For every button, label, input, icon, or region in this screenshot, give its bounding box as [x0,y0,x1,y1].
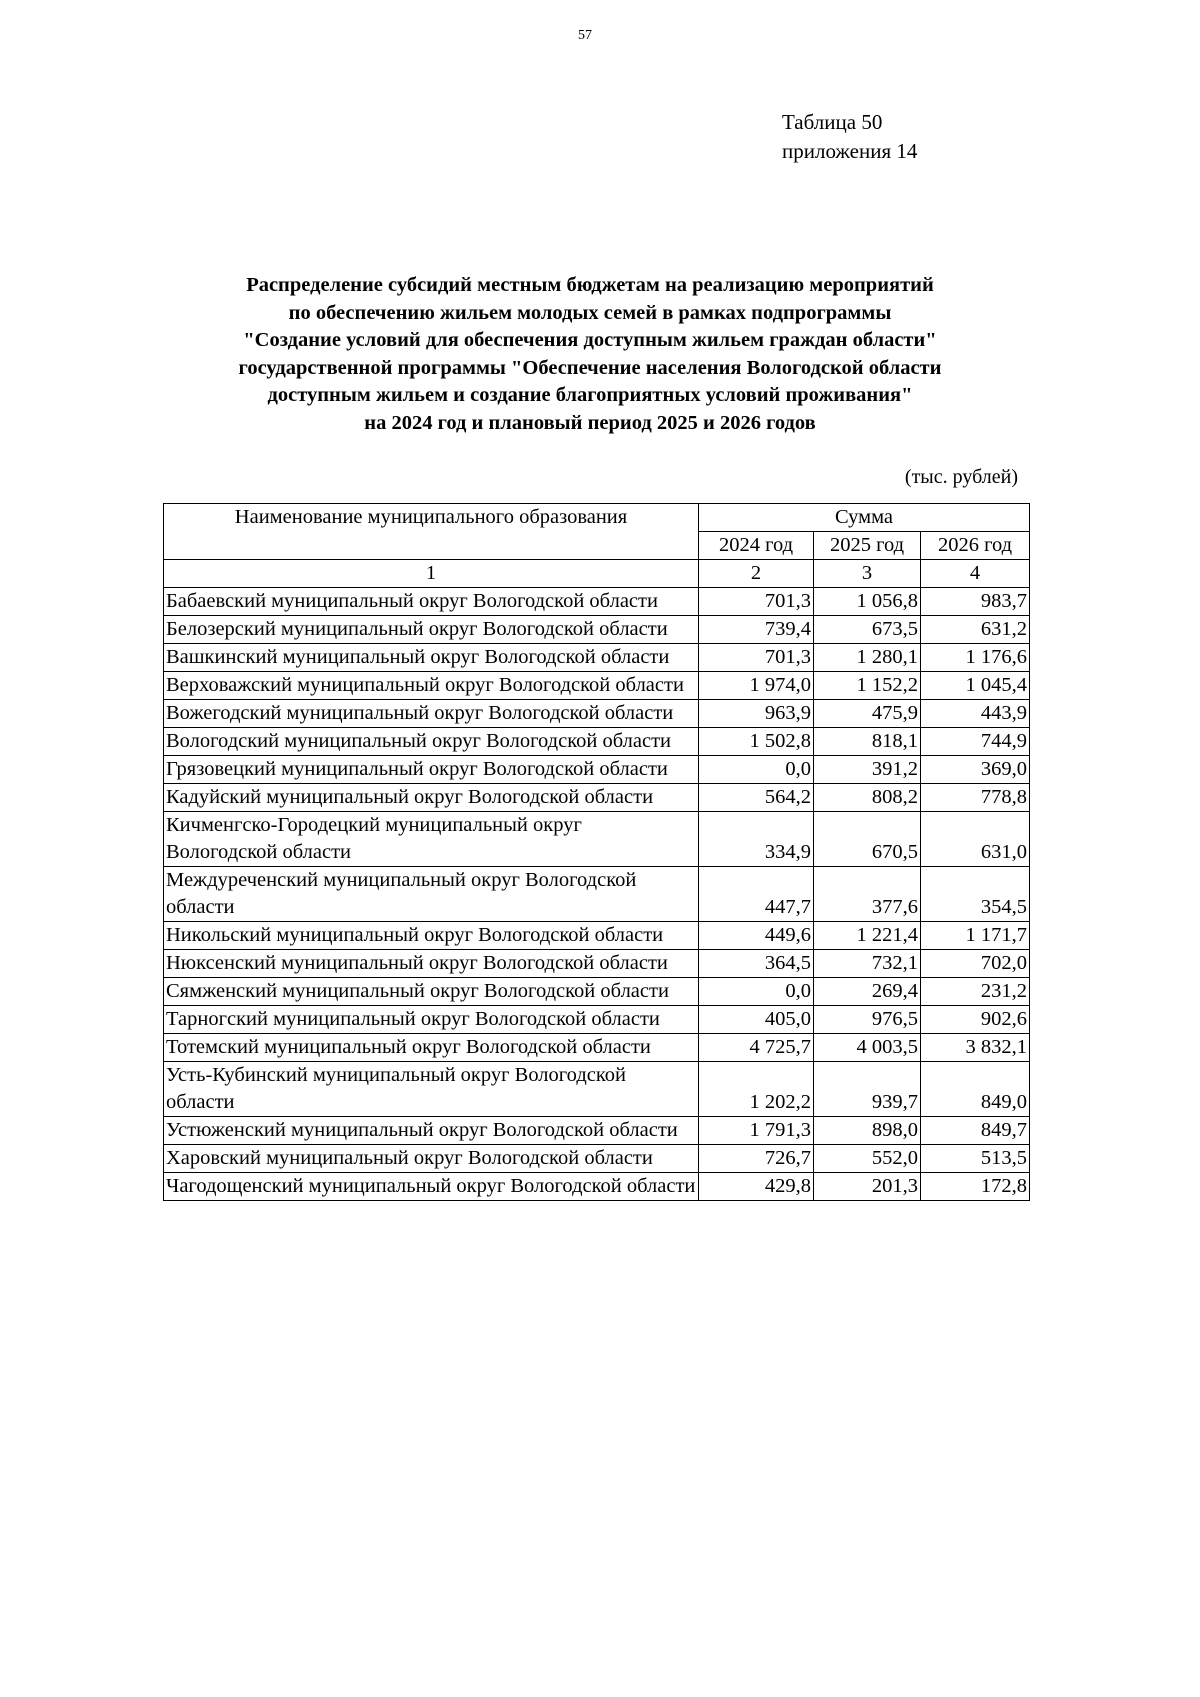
amount-2025: 1 221,4 [814,922,921,950]
table-row [164,1173,1030,1201]
amount-2026: 983,7 [921,588,1030,616]
amount-2025: 732,1 [814,950,921,978]
table-row [164,644,1030,672]
title-line: по обеспечению жильем молодых семей в рамках подпрограммы [288,301,892,324]
municipality-name: Вожегодский муниципальный округ Вологодской области [164,700,699,728]
table-row [164,616,1030,644]
amount-2026: 631,0 [921,812,1030,867]
amount-2024: 447,7 [699,867,814,922]
amount-2025: 377,6 [814,867,921,922]
table-row [164,700,1030,728]
subsidy-table [163,503,1030,1201]
amount-2024: 701,3 [699,588,814,616]
amount-2025: 1 152,2 [814,672,921,700]
amount-2024: 429,8 [699,1173,814,1201]
amount-2025: 475,9 [814,700,921,728]
column-numbers-row [164,560,1030,588]
page-number: 57 [578,28,592,43]
column-number: 1 [164,560,699,588]
amount-2026: 744,9 [921,728,1030,756]
amount-2026: 778,8 [921,784,1030,812]
municipality-name: Кичменгско-Городецкий муниципальный округ Вологодской области [164,812,699,867]
amount-2025: 1 280,1 [814,644,921,672]
table-reference [782,108,917,166]
amount-2024: 1 502,8 [699,728,814,756]
column-number: 3 [814,560,921,588]
amount-2024: 739,4 [699,616,814,644]
table-row [164,1145,1030,1173]
table-row [164,812,1030,867]
column-number: 2 [699,560,814,588]
amount-2026: 1 171,7 [921,922,1030,950]
amount-2024: 334,9 [699,812,814,867]
amount-2025: 808,2 [814,784,921,812]
title-line: доступным жильем и создание благоприятных условий проживания" [267,384,913,406]
units-label: (тыс. рублей) [904,466,1018,488]
table-row [164,922,1030,950]
municipality-name: Сямженский муниципальный округ Вологодской области [164,978,699,1006]
municipality-name: Устюженский муниципальный округ Вологодской области [164,1117,699,1145]
table-row [164,1006,1030,1034]
amount-2024: 0,0 [699,978,814,1006]
amount-2025: 673,5 [814,616,921,644]
amount-2026: 702,0 [921,950,1030,978]
amount-2026: 902,6 [921,1006,1030,1034]
municipality-name: Чагодощенский муниципальный округ Вологодской области [164,1173,699,1201]
amount-2025: 939,7 [814,1062,921,1117]
table-row [164,672,1030,700]
table-row [164,950,1030,978]
header-name: Наименование муниципального образования [164,504,699,560]
amount-2025: 818,1 [814,728,921,756]
amount-2025: 391,2 [814,756,921,784]
table-row [164,1117,1030,1145]
amount-2026: 513,5 [921,1145,1030,1173]
header-year: 2026 год [921,532,1030,560]
table-row [164,588,1030,616]
amount-2024: 726,7 [699,1145,814,1173]
title-line: государственной программы "Обеспечение населения Вологодской области [238,356,942,379]
reference-line-1: Таблица 50 [782,110,883,134]
column-number: 4 [921,560,1030,588]
municipality-name: Междуреченский муниципальный округ Вологодской области [164,867,699,922]
table-row [164,1062,1030,1117]
table-row [164,784,1030,812]
amount-2024: 405,0 [699,1006,814,1034]
municipality-name: Тотемский муниципальный округ Вологодской области [164,1034,699,1062]
amount-2024: 364,5 [699,950,814,978]
amount-2024: 4 725,7 [699,1034,814,1062]
amount-2026: 354,5 [921,867,1030,922]
municipality-name: Усть-Кубинский муниципальный округ Вологодской области [164,1062,699,1117]
amount-2025: 4 003,5 [814,1034,921,1062]
amount-2026: 369,0 [921,756,1030,784]
table-row [164,728,1030,756]
amount-2024: 963,9 [699,700,814,728]
header-year: 2025 год [814,532,921,560]
amount-2026: 1 176,6 [921,644,1030,672]
municipality-name: Верховажский муниципальный округ Вологодской области [164,672,699,700]
municipality-name: Белозерский муниципальный округ Вологодской области [164,616,699,644]
municipality-name: Нюксенский муниципальный округ Вологодской области [164,950,699,978]
header-row [164,504,1030,532]
amount-2026: 1 045,4 [921,672,1030,700]
amount-2026: 231,2 [921,978,1030,1006]
municipality-name: Вологодский муниципальный округ Вологодской области [164,728,699,756]
title-line: "Создание условий для обеспечения доступным жильем граждан области" [243,329,937,351]
amount-2024: 1 974,0 [699,672,814,700]
header-year: 2024 год [699,532,814,560]
amount-2026: 443,9 [921,700,1030,728]
amount-2026: 631,2 [921,616,1030,644]
municipality-name: Бабаевский муниципальный округ Вологодской области [164,588,699,616]
municipality-name: Кадуйский муниципальный округ Вологодской области [164,784,699,812]
amount-2025: 670,5 [814,812,921,867]
municipality-name: Никольский муниципальный округ Вологодской области [164,922,699,950]
table-row [164,867,1030,922]
municipality-name: Грязовецкий муниципальный округ Вологодской области [164,756,699,784]
municipality-name: Харовский муниципальный округ Вологодской области [164,1145,699,1173]
amount-2024: 564,2 [699,784,814,812]
amount-2026: 172,8 [921,1173,1030,1201]
reference-line-2: приложения 14 [782,139,918,163]
amount-2024: 0,0 [699,756,814,784]
header-sum: Сумма [699,504,1030,532]
table-row [164,756,1030,784]
amount-2025: 552,0 [814,1145,921,1173]
table-row [164,1034,1030,1062]
amount-2024: 701,3 [699,644,814,672]
document-title [160,272,1020,437]
title-line: Распределение субсидий местным бюджетам на реализацию мероприятий [246,274,934,296]
amount-2024: 449,6 [699,922,814,950]
amount-2025: 898,0 [814,1117,921,1145]
title-line: на 2024 год и плановый период 2025 и 2026 годов [364,411,816,434]
amount-2025: 201,3 [814,1173,921,1201]
amount-2026: 3 832,1 [921,1034,1030,1062]
amount-2025: 1 056,8 [814,588,921,616]
amount-2024: 1 202,2 [699,1062,814,1117]
amount-2026: 849,0 [921,1062,1030,1117]
amount-2025: 976,5 [814,1006,921,1034]
amount-2024: 1 791,3 [699,1117,814,1145]
municipality-name: Вашкинский муниципальный округ Вологодской области [164,644,699,672]
amount-2025: 269,4 [814,978,921,1006]
municipality-name: Тарногский муниципальный округ Вологодской области [164,1006,699,1034]
amount-2026: 849,7 [921,1117,1030,1145]
table-row [164,978,1030,1006]
